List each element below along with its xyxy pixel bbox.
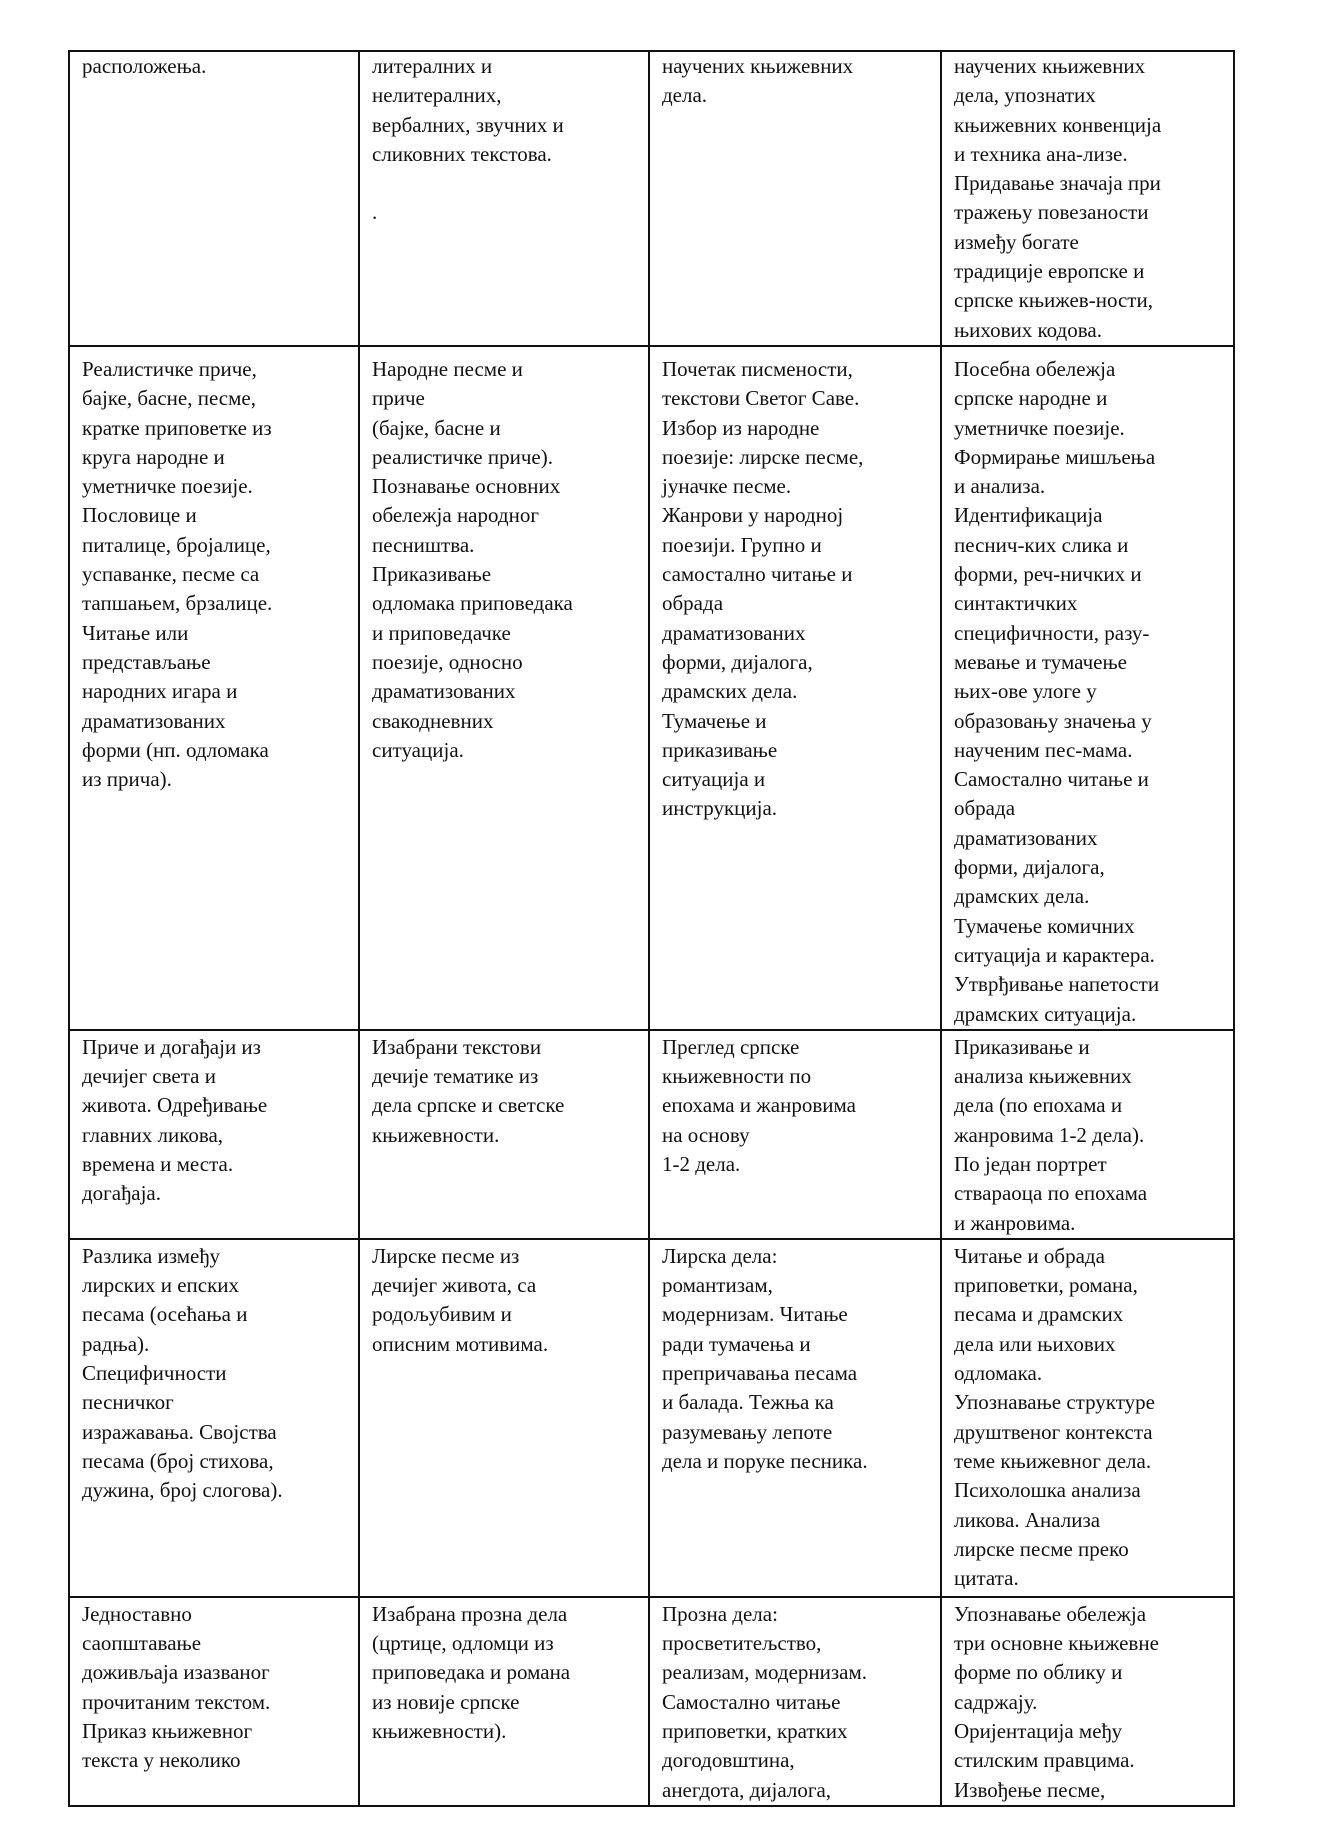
table-cell: Изабрана прозна дела (цртице, одломци из приповедака и романа из новије српске књижевности). <box>359 1597 649 1806</box>
table-cell: Приче и догађаји из дечијег света и живота. Одређивање главних ликова, времена и места. догађаја. <box>69 1030 359 1239</box>
table-cell: Разлика између лирских и епских песама (осећања и радња). Специфичности песничког изражавања. Својства песама (број стихова, дужина, број слогова). <box>69 1239 359 1597</box>
table-cell: Лирска дела: романтизам, модернизам. Читање ради тумачења и препричавања песама и балада. Тежња ка разумевању лепоте дела и поруке песника. <box>649 1239 941 1597</box>
table-cell: Лирске песме из дечијег живота, са родољубивим и описним мотивима. <box>359 1239 649 1597</box>
table-row <box>69 346 1234 1030</box>
table-cell: научених књижевних дела. <box>649 51 941 346</box>
table-cell: Прозна дела: просветитељство, реализам, модернизам. Самостално читање приповетки, кратких догодовштина, анегдота, дијалога, <box>649 1597 941 1806</box>
table-row <box>69 1030 1234 1239</box>
table-cell: Преглед српске књижевности по епохама и жанровима на основу 1-2 дела. <box>649 1030 941 1239</box>
table-cell: расположења. <box>69 51 359 346</box>
table-cell: Изабрани текстови дечије тематике из дела српске и светске књижевности. <box>359 1030 649 1239</box>
table-cell: Народне песме и приче (бајке, басне и реалистичке приче). Познавање основних обележја народног песништва. Приказивање одломака приповедака и приповедачке поезије, односно драматизованих свакодневних ситуација. <box>359 346 649 1030</box>
table-cell: Упознавање обележја три основне књижевне форме по облику и садржају. Оријентација међу стилским правцима. Извођење песме, <box>941 1597 1234 1806</box>
table-cell: литералних и нелитералних, вербалних, звучних и сликовних текстова. . <box>359 51 649 346</box>
table-row <box>69 51 1234 346</box>
table-cell: Реалистичке приче, бајке, басне, песме, кратке приповетке из круга народне и уметничке поезије. Пословице и питалице, бројалице, успаванке, песме са тапшањем, брзалице. Читање или представљање народних игара и драматизованих форми (нп. одломака из прича). <box>69 346 359 1030</box>
table-cell: Читање и обрада приповетки, романа, песама и драмских дела или њихових одломака. Упознавање структуре друштвеног контекста теме књижевног дела. Психолошка анализа ликова. Анализа лирске песме преко цитата. <box>941 1239 1234 1597</box>
curriculum-table <box>68 50 1235 1807</box>
table-cell: научених књижевних дела, упознатих књижевних конвенција и техника ана-лизе. Придавање значаја при тражењу повезаности између богате традиције европске и српске књижев-ности, њихових кодова. <box>941 51 1234 346</box>
table-row <box>69 1239 1234 1597</box>
table-cell: Једноставно саопштавање доживљаја изазваног прочитаним текстом. Приказ књижевног текста у неколико <box>69 1597 359 1806</box>
table-cell: Посебна обележја српске народне и уметничке поезије. Формирање мишљења и анализа. Идентификација песнич-ких слика и форми, реч-ничких и синтактичких специфичности, разу- мевање и тумачење њих-ове улоге у образовању значења у наученим пес-мама. Самостално читање и обрада драматизованих форми, дијалога, драмских дела. Тумачење комичних ситуација и карактера. Утврђивање напетости драмских ситуација. <box>941 346 1234 1030</box>
table-cell: Почетак писмености, текстови Светог Саве. Избор из народне поезије: лирске песме, јуначке песме. Жанрови у народној поезији. Групно и самостално читање и обрада драматизованих форми, дијалога, драмских дела. Тумачење и приказивање ситуација и инструкција. <box>649 346 941 1030</box>
table-row <box>69 1597 1234 1806</box>
table-cell: Приказивање и анализа књижевних дела (по епохама и жанровима 1-2 дела). По један портрет ствараоца по епохама и жанровима. <box>941 1030 1234 1239</box>
